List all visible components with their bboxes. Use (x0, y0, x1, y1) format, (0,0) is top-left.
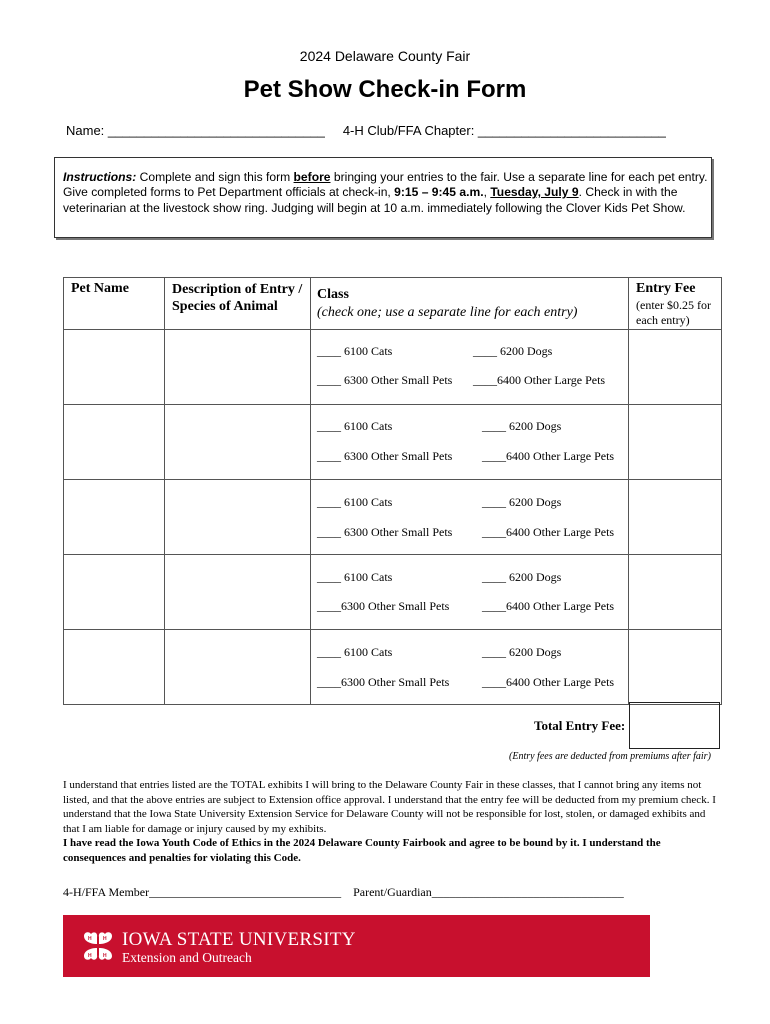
class-option-small-pets[interactable]: ____ 6300 Other Small Pets (317, 525, 453, 539)
instructions-text: , (483, 185, 491, 200)
class-option-dogs[interactable]: ____ 6200 Dogs (473, 344, 553, 358)
instructions-emphasis: before (293, 170, 331, 184)
class-option-cats[interactable]: ____ 6100 Cats (317, 645, 393, 659)
fee-cell[interactable] (629, 330, 722, 405)
pet-name-cell[interactable] (64, 330, 165, 405)
name-field[interactable]: Name: ______________________________ (66, 123, 325, 138)
class-cell (311, 480, 629, 555)
class-option-large-pets[interactable]: ____6400 Other Large Pets (473, 373, 606, 387)
class-option-small-pets[interactable]: ____6300 Other Small Pets (317, 675, 450, 689)
class-option-dogs[interactable]: ____ 6200 Dogs (482, 570, 562, 584)
pet-name-cell[interactable] (64, 555, 165, 630)
table-row (64, 630, 722, 705)
table-row (64, 480, 722, 555)
fee-note: (Entry fees are deducted from premiums after fair) (509, 751, 711, 762)
fee-cell[interactable] (629, 480, 722, 555)
instructions-text: Check in with the veterinarian at the livestock show ring. Judging will begin at 10 a.m. immediately following the Clover Kids Pet Show. (63, 185, 686, 215)
header-fee-instructions: (enter $0.25 for each entry) (636, 298, 711, 327)
class-option-cats[interactable]: ____ 6100 Cats (317, 570, 393, 584)
total-entry-fee-label: Total Entry Fee: (534, 718, 626, 733)
form-title: Pet Show Check-in Form (243, 76, 527, 103)
club-field[interactable]: 4-H Club/FFA Chapter: __________________________ (342, 123, 666, 138)
fee-cell[interactable] (629, 555, 722, 630)
instructions-box (54, 157, 712, 238)
instructions-text: bringing your entries to the fair. Use a separate line for each pet entry. Give completed forms to Pet Department officials at check-in, (63, 170, 708, 200)
svg-text:H: H (103, 936, 107, 942)
fee-cell[interactable] (629, 630, 722, 705)
header-class-label: Class (317, 287, 349, 302)
header-class-instructions: (check one; use a separate line for each entry) (317, 305, 578, 320)
table-header-row (64, 278, 722, 330)
header-fee-label: Entry Fee (636, 281, 696, 296)
table-row (64, 330, 722, 405)
instructions-label: Instructions: (63, 170, 137, 184)
header-class (311, 278, 629, 330)
university-unit: Extension and Outreach (122, 950, 252, 965)
agreement-paragraph: I understand that entries listed are the TOTAL exhibits I will bring to the Delaware County Fair in these classes, that I cannot bring any items not listed, and that the above entries are subject to Extension office approval. I understand that the entry fee will be deducted from my premium check. I understand that the Iowa State University Extension Service for Delaware County will not be responsible for lost, stolen, or damaged exhibits and that I am liable for damage or injury caused by my exhibits. (63, 779, 716, 835)
pet-name-cell[interactable] (64, 630, 165, 705)
header-pet-name: Pet Name (64, 278, 165, 330)
class-option-cats[interactable]: ____ 6100 Cats (317, 344, 393, 358)
class-option-large-pets[interactable]: ____6400 Other Large Pets (482, 525, 615, 539)
class-option-cats[interactable]: ____ 6100 Cats (317, 419, 393, 433)
signature-line (63, 885, 624, 900)
total-entry-fee-box[interactable] (629, 702, 720, 749)
instructions-text: . (578, 185, 582, 200)
description-cell[interactable] (165, 480, 311, 555)
name-line (66, 123, 666, 138)
class-option-large-pets[interactable]: ____6400 Other Large Pets (482, 675, 615, 689)
agreement-text (63, 778, 718, 866)
description-cell[interactable] (165, 405, 311, 480)
isu-extension-banner (63, 915, 650, 977)
fair-title: 2024 Delaware County Fair (299, 48, 471, 64)
svg-text:H: H (103, 953, 107, 959)
class-option-dogs[interactable]: ____ 6200 Dogs (482, 645, 562, 659)
class-option-dogs[interactable]: ____ 6200 Dogs (482, 419, 562, 433)
header-entry-fee (629, 278, 722, 330)
fee-cell[interactable] (629, 405, 722, 480)
checkin-date: Tuesday, July 9 (490, 185, 579, 200)
class-cell (311, 405, 629, 480)
code-of-ethics-statement: I have read the Iowa Youth Code of Ethics in the 2024 Delaware County Fairbook and agree to be bound by it. I understand the consequences and penalties for violating this Code. (63, 837, 661, 864)
pet-name-cell[interactable] (64, 480, 165, 555)
description-cell[interactable] (165, 330, 311, 405)
class-cell (311, 330, 629, 405)
instructions-text: Complete and sign this form (136, 170, 294, 184)
class-option-small-pets[interactable]: ____6300 Other Small Pets (317, 599, 450, 613)
svg-text:H: H (88, 953, 92, 959)
description-cell[interactable] (165, 630, 311, 705)
class-option-small-pets[interactable]: ____ 6300 Other Small Pets (317, 449, 453, 463)
class-cell (311, 555, 629, 630)
table-row (64, 555, 722, 630)
clover-icon (81, 929, 115, 963)
member-signature-field[interactable]: 4-H/FFA Member________________________________ (63, 885, 342, 899)
header-description: Description of Entry / Species of Animal (165, 278, 311, 330)
class-option-large-pets[interactable]: ____6400 Other Large Pets (482, 449, 615, 463)
class-option-small-pets[interactable]: ____ 6300 Other Small Pets (317, 373, 453, 387)
entry-table (63, 277, 722, 705)
svg-text:H: H (88, 936, 92, 942)
class-option-large-pets[interactable]: ____6400 Other Large Pets (482, 599, 615, 613)
class-option-dogs[interactable]: ____ 6200 Dogs (482, 495, 562, 509)
pet-name-cell[interactable] (64, 405, 165, 480)
class-option-cats[interactable]: ____ 6100 Cats (317, 495, 393, 509)
guardian-signature-field[interactable]: Parent/Guardian________________________________ (353, 885, 624, 899)
university-name: IOWA STATE UNIVERSITY (122, 929, 356, 950)
description-cell[interactable] (165, 555, 311, 630)
table-row (64, 405, 722, 480)
checkin-time: 9:15 – 9:45 a.m. (394, 185, 484, 200)
class-cell (311, 630, 629, 705)
